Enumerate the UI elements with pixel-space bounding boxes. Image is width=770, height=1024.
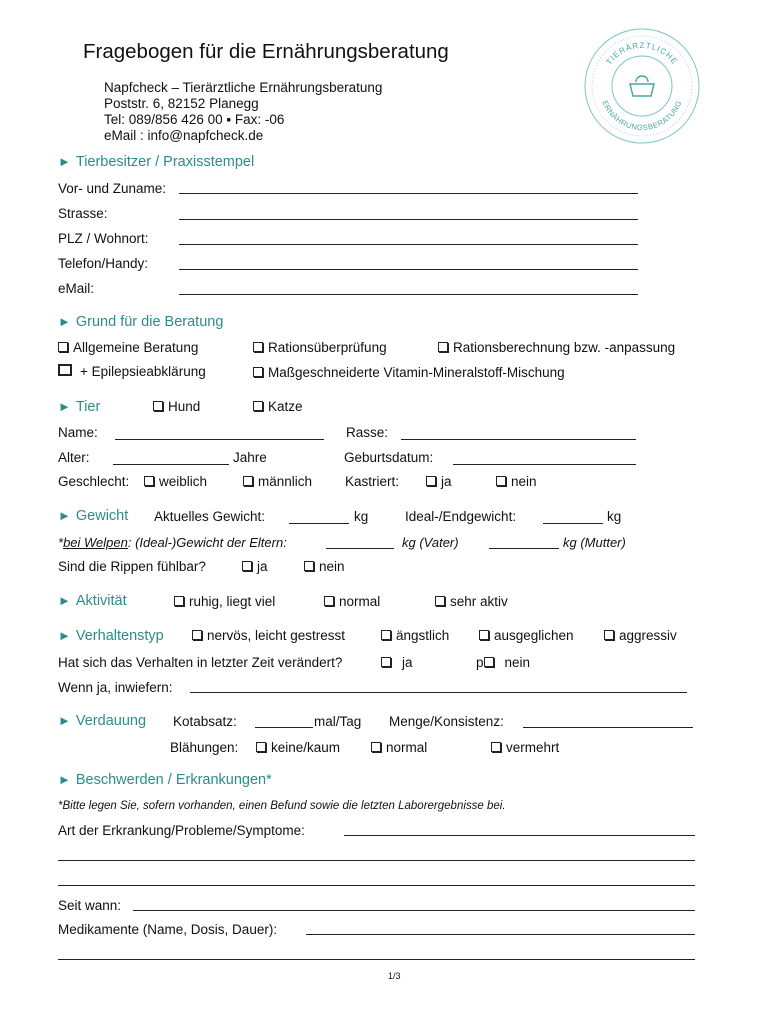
page-number: 1/3 bbox=[388, 971, 401, 981]
checkbox-icon[interactable] bbox=[371, 742, 381, 752]
ribs-no-option[interactable]: nein bbox=[304, 559, 345, 574]
checkbox-icon[interactable] bbox=[253, 367, 263, 377]
owner-city-label: PLZ / Wohnort: bbox=[58, 231, 149, 246]
checkbox-icon[interactable] bbox=[496, 476, 506, 486]
behavior-option[interactable]: aggressiv bbox=[604, 628, 677, 643]
reason-option[interactable]: Rationsberechnung bzw. -anpassung bbox=[438, 340, 675, 355]
reason-option[interactable]: Allgemeine Beratung bbox=[58, 340, 198, 355]
ribs-yes-option[interactable]: ja bbox=[242, 559, 268, 574]
arrow-right-icon: ► bbox=[58, 772, 71, 787]
behavior-option[interactable]: ängstlich bbox=[381, 628, 449, 643]
complaints-extra-line[interactable] bbox=[58, 860, 695, 861]
stamp-top-text: TIERÄRZTLICHE bbox=[604, 40, 680, 67]
section-heading-behavior: ► Verhaltenstyp bbox=[58, 628, 164, 644]
animal-dog-option[interactable]: Hund bbox=[153, 399, 200, 414]
current-weight-unit: kg bbox=[354, 509, 369, 524]
checkbox-icon[interactable] bbox=[253, 401, 263, 411]
checkbox-icon[interactable] bbox=[256, 742, 266, 752]
animal-sex-label: Geschlecht: bbox=[58, 474, 130, 489]
stool-frequency-field[interactable] bbox=[255, 727, 313, 728]
behavior-how-label: Wenn ja, inwiefern: bbox=[58, 680, 173, 695]
owner-name-label: Vor- und Zuname: bbox=[58, 181, 167, 196]
activity-option[interactable]: normal bbox=[324, 594, 380, 609]
neutered-no-option[interactable]: nein bbox=[496, 474, 537, 489]
checkbox-icon[interactable] bbox=[426, 476, 436, 486]
reason-option[interactable]: Rationsüberprüfung bbox=[253, 340, 387, 355]
section-heading-animal: ► Tier bbox=[58, 399, 101, 415]
animal-name-label: Name: bbox=[58, 425, 98, 440]
mother-weight-field[interactable] bbox=[489, 548, 559, 549]
medications-field[interactable] bbox=[306, 934, 695, 935]
reason-option[interactable]: Maßgeschneiderte Vitamin-Mineralstoff-Mischung bbox=[253, 365, 565, 380]
ribs-label: Sind die Rippen fühlbar? bbox=[58, 559, 206, 574]
complaints-type-field[interactable] bbox=[344, 835, 695, 836]
section-heading-activity: ► Aktivität bbox=[58, 593, 127, 609]
checkbox-icon[interactable] bbox=[192, 630, 202, 640]
ideal-weight-field[interactable] bbox=[543, 523, 603, 524]
section-heading-owner: ► Tierbesitzer / Praxisstempel bbox=[58, 154, 255, 170]
checkbox-icon[interactable] bbox=[174, 596, 184, 606]
father-weight-field[interactable] bbox=[326, 548, 394, 549]
reason-option[interactable]: + Epilepsieabklärung bbox=[58, 364, 206, 379]
practice-stamp-logo bbox=[582, 26, 702, 146]
checkbox-icon[interactable] bbox=[243, 476, 253, 486]
consistency-label: Menge/Konsistenz: bbox=[389, 714, 504, 729]
owner-email-field[interactable] bbox=[179, 294, 638, 295]
current-weight-field[interactable] bbox=[289, 523, 349, 524]
owner-name-field[interactable] bbox=[179, 193, 638, 194]
checkbox-icon[interactable] bbox=[58, 342, 68, 352]
animal-breed-field[interactable] bbox=[401, 439, 636, 440]
puppy-parents-label: *bei Welpen: (Ideal-)Gewicht der Eltern: bbox=[58, 535, 287, 550]
animal-name-field[interactable] bbox=[115, 439, 324, 440]
checkbox-icon[interactable] bbox=[479, 630, 489, 640]
arrow-right-icon: ► bbox=[58, 713, 71, 728]
section-heading-complaints: ► Beschwerden / Erkrankungen* bbox=[58, 772, 272, 788]
animal-birth-label: Geburtsdatum: bbox=[344, 450, 434, 465]
checkbox-icon[interactable] bbox=[242, 561, 252, 571]
arrow-right-icon: ► bbox=[58, 593, 71, 608]
address-line: Napfcheck – Tierärztliche Ernährungsberatung bbox=[104, 80, 383, 95]
arrow-right-icon: ► bbox=[58, 399, 71, 414]
address-line: Tel: 089/856 426 00 ▪ Fax: -06 bbox=[104, 112, 285, 127]
ideal-weight-unit: kg bbox=[607, 509, 622, 524]
checkbox-icon[interactable] bbox=[381, 657, 391, 667]
page-title: Fragebogen für die Ernährungsberatung bbox=[83, 40, 449, 63]
owner-phone-label: Telefon/Handy: bbox=[58, 256, 149, 271]
checkbox-icon[interactable] bbox=[58, 364, 72, 376]
father-weight-unit: kg (Vater) bbox=[402, 535, 459, 550]
sex-male-option[interactable]: männlich bbox=[243, 474, 312, 489]
checkbox-icon[interactable] bbox=[604, 630, 614, 640]
behavior-option[interactable]: ausgeglichen bbox=[479, 628, 574, 643]
animal-breed-label: Rasse: bbox=[346, 425, 389, 440]
complaints-extra-line[interactable] bbox=[58, 885, 695, 886]
flatulence-option[interactable]: vermehrt bbox=[491, 740, 559, 755]
stool-unit: mal/Tag bbox=[314, 714, 362, 729]
checkbox-icon[interactable] bbox=[324, 596, 334, 606]
owner-city-field[interactable] bbox=[179, 244, 638, 245]
animal-age-unit: Jahre bbox=[233, 450, 267, 465]
checkbox-icon[interactable] bbox=[438, 342, 448, 352]
checkbox-icon[interactable] bbox=[153, 401, 163, 411]
complaints-note: *Bitte legen Sie, sofern vorhanden, einen Befund sowie die letzten Laborergebnisse bei. bbox=[58, 800, 506, 812]
mother-weight-unit: kg (Mutter) bbox=[563, 535, 626, 550]
activity-option[interactable]: sehr aktiv bbox=[435, 594, 508, 609]
animal-age-label: Alter: bbox=[58, 450, 90, 465]
checkbox-icon[interactable] bbox=[304, 561, 314, 571]
arrow-right-icon: ► bbox=[58, 628, 71, 643]
medications-extra-line[interactable] bbox=[58, 959, 695, 960]
arrow-right-icon: ► bbox=[58, 508, 71, 523]
consistency-field[interactable] bbox=[523, 727, 693, 728]
arrow-right-icon: ► bbox=[58, 154, 71, 169]
behavior-how-field[interactable] bbox=[190, 692, 687, 693]
owner-street-label: Strasse: bbox=[58, 206, 108, 221]
checkbox-icon[interactable] bbox=[484, 657, 494, 667]
animal-cat-option[interactable]: Katze bbox=[253, 399, 303, 414]
neutered-label: Kastriert: bbox=[345, 474, 400, 489]
checkbox-icon[interactable] bbox=[491, 742, 501, 752]
checkbox-icon[interactable] bbox=[144, 476, 154, 486]
complaints-type-label: Art der Erkrankung/Probleme/Symptome: bbox=[58, 823, 305, 838]
checkbox-icon[interactable] bbox=[381, 630, 391, 640]
medications-label: Medikamente (Name, Dosis, Dauer): bbox=[58, 922, 278, 937]
animal-age-field[interactable] bbox=[113, 464, 229, 465]
current-weight-label: Aktuelles Gewicht: bbox=[154, 509, 266, 524]
flatulence-label: Blähungen: bbox=[170, 740, 239, 755]
behavior-changed-label: Hat sich das Verhalten in letzter Zeit verändert? bbox=[58, 655, 343, 670]
checkbox-icon[interactable] bbox=[435, 596, 445, 606]
svg-text:TIERÄRZTLICHE bbox=[604, 41, 679, 67]
animal-birth-field[interactable] bbox=[453, 464, 636, 465]
stool-label: Kotabsatz: bbox=[173, 714, 237, 729]
activity-option[interactable]: ruhig, liegt viel bbox=[174, 594, 275, 609]
owner-street-field[interactable] bbox=[179, 219, 638, 220]
owner-email-label: eMail: bbox=[58, 281, 95, 296]
checkbox-icon[interactable] bbox=[253, 342, 263, 352]
owner-phone-field[interactable] bbox=[179, 269, 638, 270]
complaints-since-field[interactable] bbox=[133, 910, 695, 911]
flatulence-option[interactable]: keine/kaum bbox=[256, 740, 340, 755]
stamp-bottom-text: ERNÄHRUNGSBERATUNG bbox=[600, 99, 684, 133]
section-heading-digestion: ► Verdauung bbox=[58, 713, 147, 729]
section-heading-weight: ► Gewicht bbox=[58, 508, 129, 524]
behavior-option[interactable]: nervös, leicht gestresst bbox=[192, 628, 345, 643]
address-line: eMail : info@napfcheck.de bbox=[104, 128, 264, 143]
address-line: Poststr. 6, 82152 Planegg bbox=[104, 96, 259, 111]
arrow-right-icon: ► bbox=[58, 314, 71, 329]
section-heading-reason: ► Grund für die Beratung bbox=[58, 314, 224, 330]
ideal-weight-label: Ideal-/Endgewicht: bbox=[405, 509, 517, 524]
behavior-changed-yes-option[interactable]: ja bbox=[381, 655, 413, 670]
behavior-changed-no-option[interactable]: p nein bbox=[476, 655, 531, 670]
sex-female-option[interactable]: weiblich bbox=[144, 474, 207, 489]
neutered-yes-option[interactable]: ja bbox=[426, 474, 452, 489]
complaints-since-label: Seit wann: bbox=[58, 898, 122, 913]
flatulence-option[interactable]: normal bbox=[371, 740, 427, 755]
